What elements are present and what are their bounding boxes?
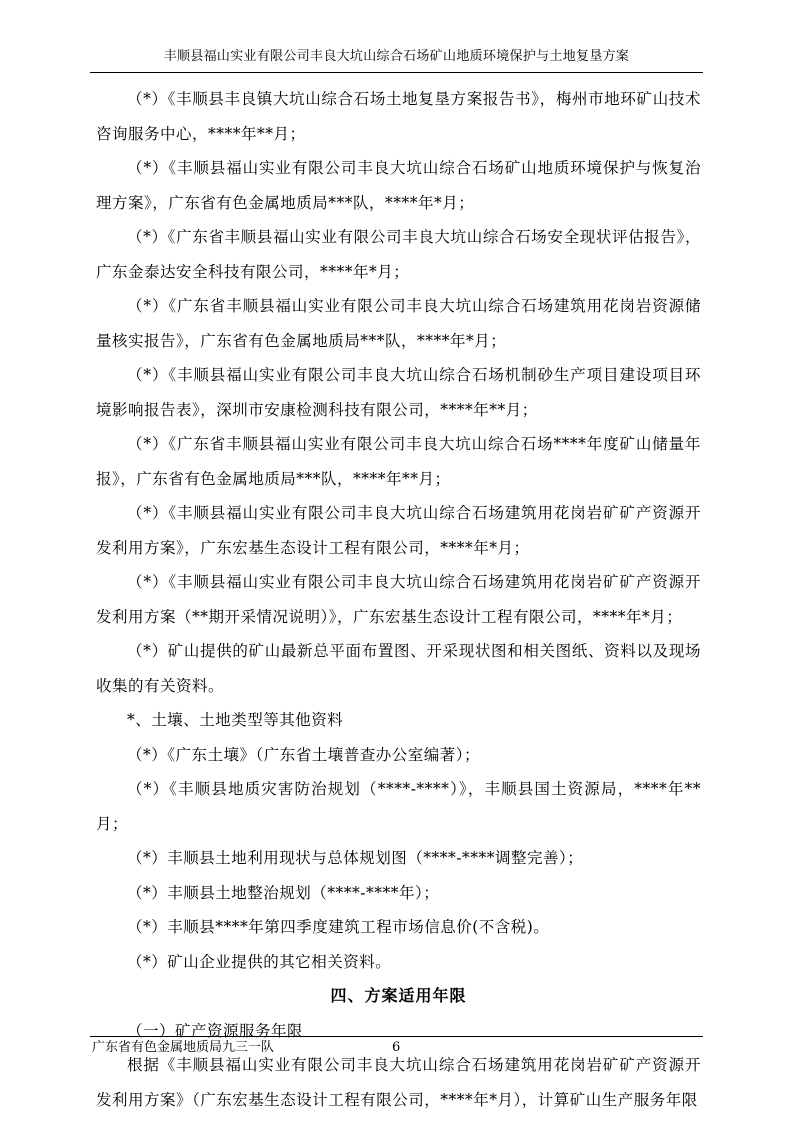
footer-divider xyxy=(90,1036,703,1037)
soil-item-6: （*）矿山企业提供的其它相关资料。 xyxy=(127,952,392,971)
subsection-heading: （一）矿产资源服务年限 xyxy=(127,1021,304,1040)
document-body xyxy=(96,82,701,1117)
soil-item-2: （*）《丰顺县地质灾害防治规划（****-****）》，丰顺县国土资源局，****年**月； xyxy=(96,780,701,833)
soil-section-title: *、土壤、土地类型等其他资料 xyxy=(127,711,344,729)
reference-item-9: （*）矿山提供的矿山最新总平面布置图、开采现状图和相关图纸、资料以及现场收集的有关资料。 xyxy=(96,642,701,695)
header-divider xyxy=(90,72,703,73)
soil-item-5: （*）丰顺县****年第四季度建筑工程市场信息价(不含税)。 xyxy=(127,918,550,936)
reference-item-5: （*）《丰顺县福山实业有限公司丰良大坑山综合石场机制砂生产项目建设项目环境影响报告表》，深圳市安康检测科技有限公司，****年**月； xyxy=(96,366,701,419)
reference-item-4: （*）《广东省丰顺县福山实业有限公司丰良大坑山综合石场建筑用花岗岩资源储量核实报告》，广东省有色金属地质局***队，****年*月； xyxy=(96,297,701,350)
reference-item-6: （*）《广东省丰顺县福山实业有限公司丰良大坑山综合石场****年度矿山储量年报》，广东省有色金属地质局***队，****年**月； xyxy=(96,435,701,488)
reference-item-3: （*）《广东省丰顺县福山实业有限公司丰良大坑山综合石场安全现状评估报告》，广东金泰达安全科技有限公司，****年*月； xyxy=(96,228,701,281)
soil-item-1: （*）《广东土壤》（广东省土壤普查办公室编著）； xyxy=(127,745,481,764)
soil-item-4: （*）丰顺县土地整治规划（****-****年）； xyxy=(127,883,440,902)
page-number: 6 xyxy=(392,1040,401,1055)
reference-item-8: （*）《丰顺县福山实业有限公司丰良大坑山综合石场建筑用花岗岩矿矿产资源开发利用方案（**期开采情况说明）》，广东宏基生态设计工程有限公司，****年*月； xyxy=(96,573,701,626)
soil-item-3: （*）丰顺县土地利用现状与总体规划图（****-****调整完善）； xyxy=(127,849,584,867)
page-header-title: 丰顺县福山实业有限公司丰良大坑山综合石场矿山地质环境保护与土地复垦方案 xyxy=(163,49,630,64)
reference-item-1: （*）《丰顺县丰良镇大坑山综合石场土地复垦方案报告书》，梅州市地环矿山技术咨询服务中心，****年**月； xyxy=(96,90,701,143)
footer-organization: 广东省有色金属地质局九三一队 xyxy=(92,1040,275,1055)
reference-item-2: （*）《丰顺县福山实业有限公司丰良大坑山综合石场矿山地质环境保护与恢复治理方案》，广东省有色金属地质局***队，****年*月； xyxy=(96,159,701,212)
reference-item-7: （*）《丰顺县福山实业有限公司丰良大坑山综合石场建筑用花岗岩矿矿产资源开发利用方案》，广东宏基生态设计工程有限公司，****年*月； xyxy=(96,504,701,557)
section-heading: 四、方案适用年限 xyxy=(330,986,467,1005)
closing-paragraph: 根据《丰顺县福山实业有限公司丰良大坑山综合石场建筑用花岗岩矿矿产资源开发利用方案》（广东宏基生态设计工程有限公司，****年*月），计算矿山生产服务年限 xyxy=(96,1056,701,1109)
